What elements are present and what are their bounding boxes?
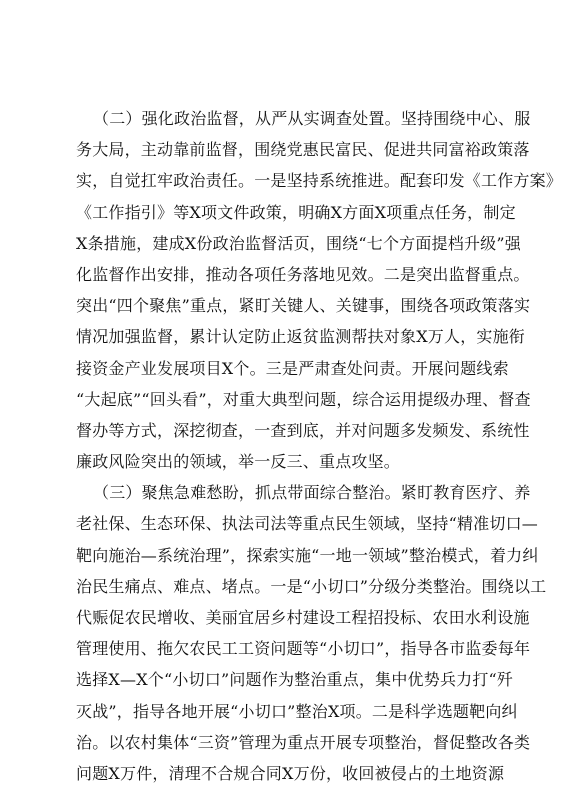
paragraph-3-heading-line: （三）聚焦急难愁盼，抓点带面综合整治。紧盯教育医疗、养: [93, 483, 531, 503]
text-line: 代赈促农民增收、美丽宜居乡村建设工程招投标、农田水利设施: [76, 608, 530, 627]
text-line: 治民生痛点、难点、堵点。一是“小切口”分级分类整治。围绕以工: [76, 576, 547, 596]
text-line: 选择X—X个“小切口”问题作为整治重点，集中优势兵力打“歼: [76, 670, 514, 690]
text-line: 突出“四个聚焦”重点，紧盯关键人、关键事，围绕各项政策落实: [76, 296, 531, 316]
paragraph-2-heading-line: （二）强化政治监督，从严从实调查处置。坚持围绕中心、服: [93, 109, 531, 128]
text-line: 灭战”，指导各地开展“小切口”整治X项。二是科学选题靶向纠: [76, 701, 518, 721]
text-line: 管理使用、拖欠农民工工资问题等“小切口”，指导各市监委每年: [76, 639, 531, 659]
text-line: 靶向施治—系统治理”，探索实施“一地一领域”整治模式，着力纠: [76, 545, 539, 565]
text-line: 实，自觉扛牢政治责任。一是坚持系统推进。配套印发《工作方案》: [76, 171, 563, 191]
text-line: 廉政风险突出的领域，举一反三、重点攻坚。: [76, 452, 401, 472]
text-line: 《工作指引》等X项文件政策，明确X方面X项重点任务，制定: [76, 202, 516, 222]
text-line: 老社保、生态环保、执法司法等重点民生领域，坚持“精准切口—: [76, 514, 538, 534]
text-line: “大起底”“回头看”，对重大典型问题，综合运用提级办理、督查: [76, 389, 531, 409]
text-line: 务大局，主动靠前监督，围绕党惠民富民、促进共同富裕政策落: [76, 140, 530, 160]
document-body: [76, 103, 563, 789]
text-line: 情况加强监督，累计认定防止返贫监测帮扶对象X万人，实施衔: [76, 327, 525, 347]
text-line: 治。以农村集体“三资”管理为重点开展专项整治，督促整改各类: [76, 732, 531, 752]
text-line: 接资金产业发展项目X个。三是严肃查处问责。开展问题线索: [76, 358, 509, 378]
text-line: X条措施，建成X份政治监督活页，围绕“七个方面提档升级”强: [76, 233, 521, 253]
text-line: 督办等方式，深挖彻查，一查到底，并对问题多发频发、系统性: [76, 420, 530, 440]
text-line: 化监督作出安排，推动各项任务落地见效。二是突出监督重点。: [76, 264, 530, 284]
text-line: 问题X万件，清理不合规合同X万份，收回被侵占的土地资源: [76, 763, 505, 783]
